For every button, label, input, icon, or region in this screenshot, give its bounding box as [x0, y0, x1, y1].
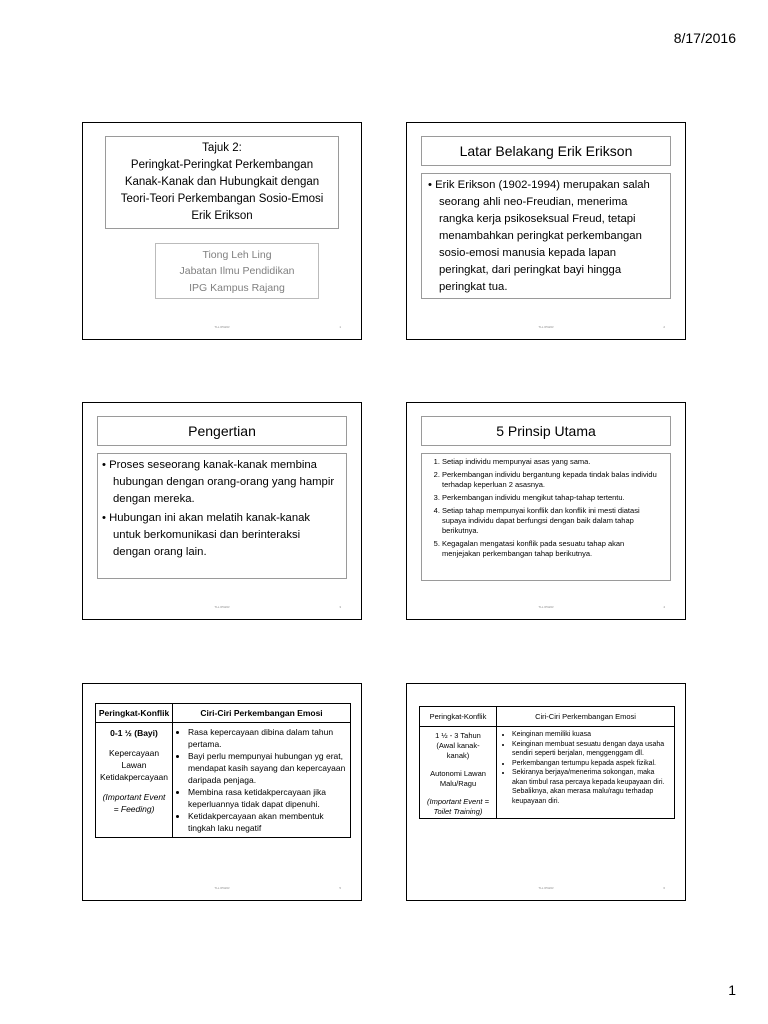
table-row [96, 723, 351, 838]
principle-item: 4. Setiap tahap mempunyai konflik dan konflik ini mesti diatasi supaya individu dapat berfungsi dengan baik dalam tahap berikutnya. [442, 506, 664, 536]
table-header-cell: Peringkat-Konflik [96, 704, 173, 723]
table-row [420, 727, 675, 819]
slide-2-title: Latar Belakang Erik Erikson [421, 136, 671, 166]
principle-item: 1. Setiap individu mempunyai asas yang sama. [442, 457, 664, 467]
stage-conflict-line: Autonomi Lawan [430, 769, 486, 778]
stage-age-line: (Awal kanak- [436, 741, 480, 750]
table-header-cell: Peringkat-Konflik [420, 707, 497, 727]
slide-footer-label: TLL IPGKR [214, 886, 230, 890]
characteristic-item: • Perkembangan tertumpu kepada aspek fizikal. [512, 759, 671, 769]
stage-age-line: kanak) [446, 751, 470, 760]
stage-cell [96, 723, 173, 838]
characteristic-item: • Keinginan memiliki kuasa [512, 730, 671, 740]
slide-number: 3 [339, 605, 341, 609]
principle-item: 2. Perkembangan individu bergantung kepada tindak balas individu terhadap keperluan 2 asasnya. [442, 470, 664, 490]
slide-3-body [97, 453, 347, 579]
slide-2 [406, 122, 686, 340]
slide-footer-label: TLL IPGKR [538, 605, 554, 609]
print-date: 8/17/2016 [673, 30, 736, 46]
stage-conflict-line: Kepercayaan [108, 748, 160, 758]
slide-number: 1 [339, 325, 341, 329]
page-number: 1 [728, 982, 736, 998]
stage-cell [420, 727, 497, 819]
slide-3-title: Pengertian [97, 416, 347, 446]
principle-list [426, 457, 664, 559]
principle-item: 5. Kegagalan mengatasi konflik pada sesuatu tahap akan menjejakan perkembangan tahap berikutnya. [442, 539, 664, 559]
characteristic-item: • Membina rasa ketidakpercayaan jika keperluannya tidak dapat dipenuhi. [188, 786, 347, 810]
slide-4-body [421, 453, 671, 581]
slide-footer-label: TLL IPGKR [538, 886, 554, 890]
characteristic-item: • Keinginan membuat sesuatu dengan daya usaha sendiri seperti berjalan, menggenggam dll. [512, 740, 671, 759]
slide-1-title-line: Peringkat-Peringkat Perkembangan [130, 159, 314, 171]
department: Jabatan Ilmu Pendidikan [179, 265, 295, 277]
slide-3-bullet: • Hubungan ini akan melatih kanak-kanak untuk berkomunikasi dan berinteraksi dengan orang lain. [102, 512, 311, 558]
stage-event-line: Toilet Training) [433, 807, 483, 816]
characteristic-item: • Bayi perlu mempunyai hubungan yg erat, mendapat kasih sayang dan kepercayaan daripada penjaga. [188, 750, 347, 786]
slide-footer-label: TLL IPGKR [214, 325, 230, 329]
slide-2-bullet: • Erik Erikson (1902-1994) merupakan salah seorang ahli neo-Freudian, menerima rangka kerja psikoseksual Freud, tetapi menambahkan peringkat perkembangan sosio-emosi manusia kepada lapan peringkat, dari peringkat bayi hingga peringkat tua. [428, 179, 650, 293]
slide-1-title-line: Teori-Teori Perkembangan Sosio-Emosi [120, 193, 324, 205]
slide-6 [406, 683, 686, 901]
slide-number: 4 [663, 605, 665, 609]
slide-2-body [421, 173, 671, 299]
stage-table [95, 703, 351, 838]
institution: IPG Kampus Rajang [189, 281, 285, 294]
stage-age: 0-1 ½ (Bayi) [110, 728, 158, 738]
table-header-cell: Ciri-Ciri Perkembangan Emosi [497, 707, 675, 727]
characteristics-cell [497, 727, 675, 819]
slide-4 [406, 402, 686, 620]
stage-event-line: (Important Event [102, 792, 166, 802]
characteristic-item: • Rasa kepercayaan dibina dalam tahun pertama. [188, 726, 347, 750]
slide-1-title-line: Erik Erikson [191, 210, 253, 222]
slide-5 [82, 683, 362, 901]
table-header-row [420, 707, 675, 727]
table-header-cell: Ciri-Ciri Perkembangan Emosi [173, 704, 351, 723]
stage-conflict-line: Ketidakpercayaan [99, 772, 169, 782]
principle-item: 3. Perkembangan individu mengikut tahap-tahap tertentu. [442, 493, 664, 503]
slide-1-subtitle-box [155, 243, 319, 299]
slide-number: 6 [663, 886, 665, 890]
table-header-row [96, 704, 351, 723]
stage-conflict-line: Lawan [121, 760, 147, 770]
stage-event-line: (Important Event = [427, 797, 489, 806]
slide-number: 5 [339, 886, 341, 890]
stage-event-line: = Feeding) [113, 804, 155, 814]
slide-3 [82, 402, 362, 620]
slide-4-title: 5 Prinsip Utama [421, 416, 671, 446]
slide-1-title-box [105, 136, 339, 229]
slide-footer-label: TLL IPGKR [214, 605, 230, 609]
author-name: Tiong Leh Ling [202, 248, 272, 261]
stage-age-line: 1 ½ - 3 Tahun [435, 731, 481, 740]
slide-1-title-line: Tajuk 2: [202, 142, 242, 154]
slide-1 [82, 122, 362, 340]
slide-3-bullet: • Proses seseorang kanak-kanak membina hubungan dengan orang-orang yang hampir dengan mereka. [102, 459, 335, 505]
slide-footer-label: TLL IPGKR [538, 325, 554, 329]
characteristics-cell [173, 723, 351, 838]
slide-1-title-line: Kanak-Kanak dan Hubungkait dengan [124, 176, 320, 188]
characteristic-item: • Sekiranya berjaya/menerima sokongan, maka akan timbul rasa percaya kepada keupayaan diri. Sebaliknya, akan merasa malu/ragu terhadap keupayaan diri. [512, 768, 671, 806]
characteristic-item: • Ketidakpercayaan akan membentuk tingkah laku negatif [188, 810, 347, 834]
slide-number: 2 [663, 325, 665, 329]
stage-conflict-line: Malu/Ragu [439, 779, 477, 788]
stage-table [419, 706, 675, 819]
